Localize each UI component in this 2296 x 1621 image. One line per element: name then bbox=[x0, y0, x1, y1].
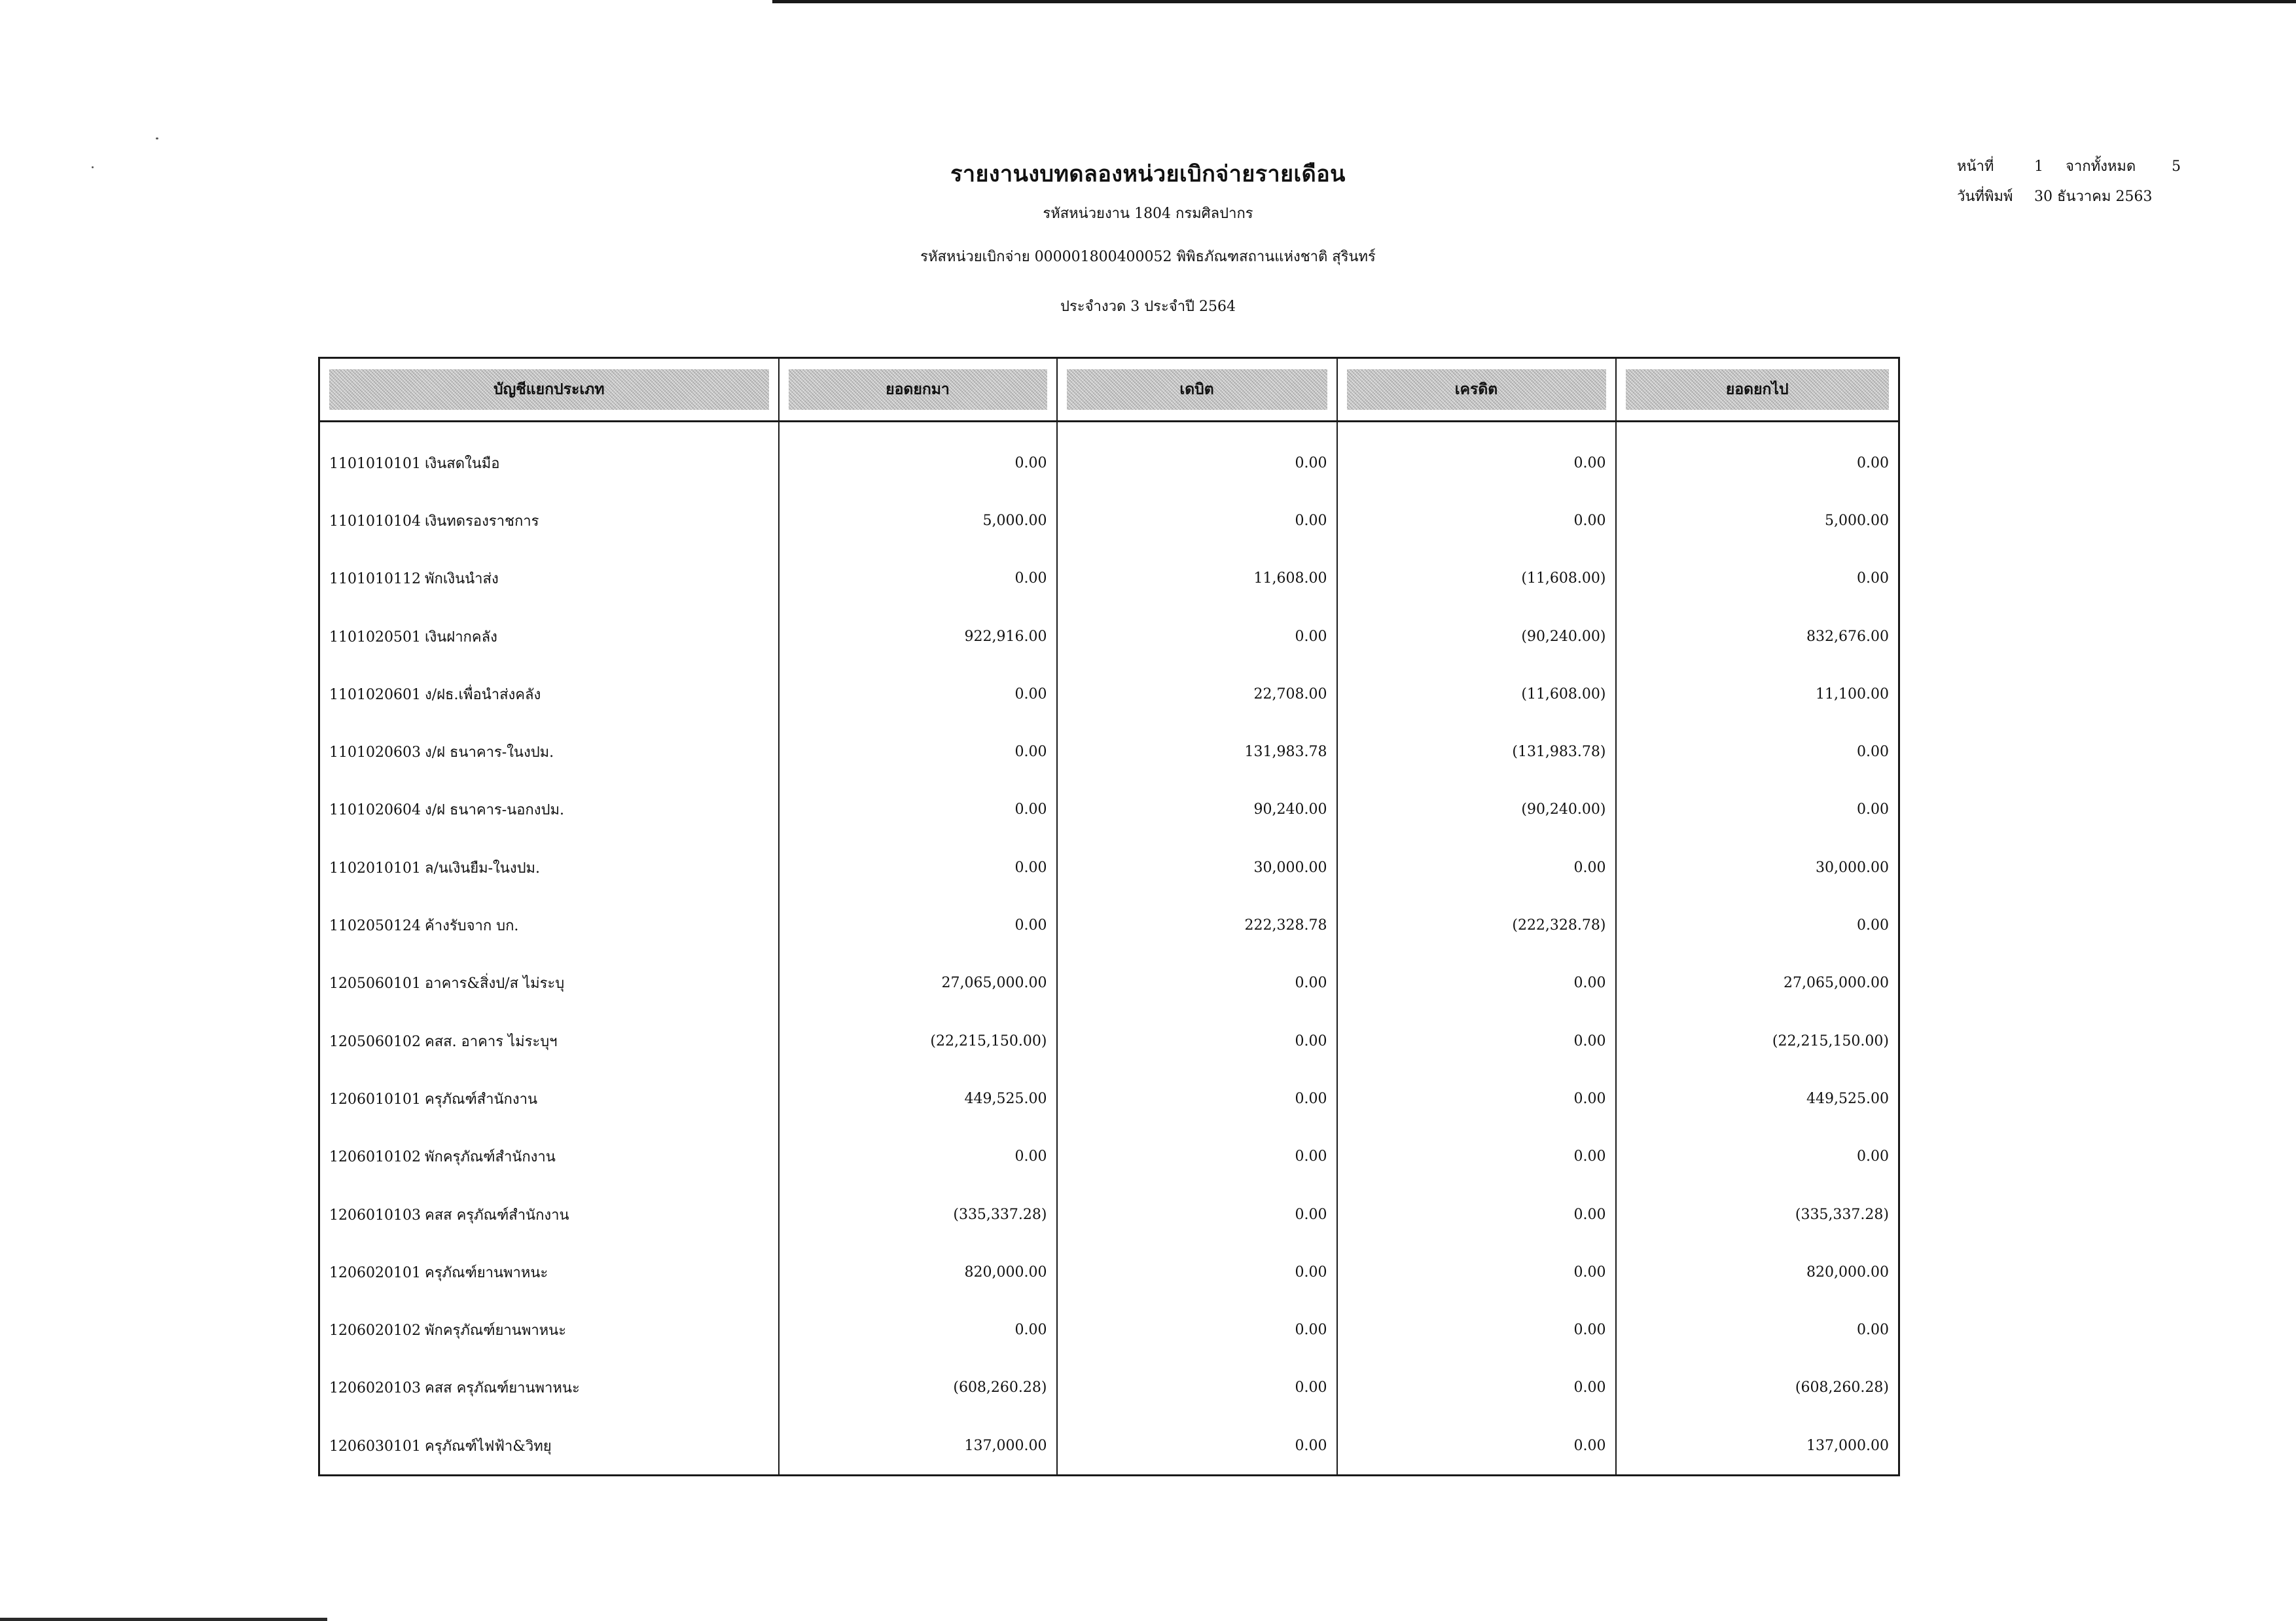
carried-forward-cell: 449,525.00 bbox=[1806, 1090, 1889, 1107]
header-account-label: บัญชีแยกประเภท bbox=[329, 369, 769, 410]
account-name: พักครุภัณฑ์สำนักงาน bbox=[425, 1149, 556, 1166]
account-cell bbox=[319, 1070, 779, 1127]
brought-forward-cell: 0.00 bbox=[779, 422, 1057, 492]
agency-code: รหัสหน่วยงาน 1804 กรมศิลปากร bbox=[1043, 206, 1253, 222]
account-code: 1101010112 bbox=[329, 571, 421, 588]
debit-cell: 0.00 bbox=[1057, 492, 1337, 549]
account-cell bbox=[319, 1128, 779, 1186]
credit-cell: 0.00 bbox=[1337, 1301, 1616, 1358]
header-credit-label: เครดิต bbox=[1347, 369, 1606, 410]
account-code: 1101010104 bbox=[329, 513, 421, 530]
disbursing-unit-code: รหัสหน่วยเบิกจ่าย 000001800400052 พิพิธภัณฑสถานแห่งชาติ สุรินทร์ bbox=[920, 249, 1376, 265]
credit-cell: (11,608.00) bbox=[1337, 665, 1616, 723]
table-row bbox=[319, 955, 1899, 1012]
account-cell bbox=[319, 422, 779, 492]
report-title: รายงานงบทดลองหน่วยเบิกจ่ายรายเดือน bbox=[950, 161, 1346, 187]
account-cell bbox=[319, 781, 779, 839]
credit-cell: (90,240.00) bbox=[1337, 781, 1616, 839]
table-row bbox=[319, 1186, 1899, 1243]
account-name: เงินสดในมือ bbox=[425, 455, 500, 472]
brought-forward-cell: (608,260.28) bbox=[779, 1359, 1057, 1417]
account-code: 1205060102 bbox=[329, 1033, 421, 1050]
account-name: ค้างรับจาก บก. bbox=[425, 918, 519, 935]
debit-cell: 22,708.00 bbox=[1057, 665, 1337, 723]
credit-cell: 0.00 bbox=[1337, 1243, 1616, 1301]
account-code: 1206020103 bbox=[329, 1380, 421, 1397]
page-number: 1 bbox=[2034, 158, 2043, 175]
account-code: 1102050124 bbox=[329, 918, 421, 935]
account-name: ล/นเงินยืม-ในงปม. bbox=[425, 860, 541, 877]
account-name: คสส ครุภัณฑ์ยานพาหนะ bbox=[425, 1380, 580, 1397]
header-credit bbox=[1337, 358, 1616, 422]
page-label: หน้าที่ bbox=[1957, 158, 1994, 175]
table-row bbox=[319, 723, 1899, 780]
brought-forward-cell: 0.00 bbox=[779, 1301, 1057, 1358]
debit-cell: 0.00 bbox=[1057, 1012, 1337, 1070]
account-name: พักครุภัณฑ์ยานพาหนะ bbox=[425, 1322, 567, 1339]
credit-cell: 0.00 bbox=[1337, 1070, 1616, 1127]
brought-forward-cell: 0.00 bbox=[779, 1128, 1057, 1186]
debit-cell: 30,000.00 bbox=[1057, 839, 1337, 896]
debit-cell: 0.00 bbox=[1057, 1070, 1337, 1127]
account-cell bbox=[319, 1359, 779, 1417]
carried-forward-cell: (22,215,150.00) bbox=[1772, 1032, 1889, 1049]
header-account bbox=[319, 358, 779, 422]
account-code: 1101020603 bbox=[329, 744, 421, 761]
account-cell bbox=[319, 896, 779, 954]
table-row bbox=[319, 665, 1899, 723]
table-row bbox=[319, 1128, 1899, 1186]
account-code: 1206020102 bbox=[329, 1322, 421, 1339]
table-row bbox=[319, 422, 1899, 492]
carried-forward-cell: 832,676.00 bbox=[1806, 628, 1889, 645]
carried-forward-cell: 0.00 bbox=[1857, 1322, 1889, 1339]
account-name: ง/ฝธ.เพื่อนำส่งคลัง bbox=[425, 686, 541, 703]
table-row bbox=[319, 550, 1899, 608]
account-code: 1101020501 bbox=[329, 628, 421, 646]
debit-cell: 131,983.78 bbox=[1057, 723, 1337, 780]
account-cell bbox=[319, 1012, 779, 1070]
account-cell bbox=[319, 492, 779, 549]
account-name: ง/ฝ ธนาคาร-นอกงปม. bbox=[425, 802, 564, 819]
table-row bbox=[319, 1012, 1899, 1070]
account-name: ครุภัณฑ์สำนักงาน bbox=[425, 1091, 537, 1108]
credit-cell: 0.00 bbox=[1337, 1359, 1616, 1417]
header-brought-forward-label: ยอดยกมา bbox=[789, 369, 1047, 410]
table-row bbox=[319, 608, 1899, 665]
debit-cell: 11,608.00 bbox=[1057, 550, 1337, 608]
account-name: ครุภัณฑ์ยานพาหนะ bbox=[425, 1264, 548, 1281]
header-debit-label: เดบิต bbox=[1067, 369, 1327, 410]
header-debit bbox=[1057, 358, 1337, 422]
brought-forward-cell: (22,215,150.00) bbox=[779, 1012, 1057, 1070]
debit-cell: 0.00 bbox=[1057, 955, 1337, 1012]
account-code: 1206020101 bbox=[329, 1264, 421, 1281]
print-date-label: วันที่พิมพ์ bbox=[1957, 189, 2013, 205]
table-row bbox=[319, 1417, 1899, 1476]
brought-forward-cell: 0.00 bbox=[779, 839, 1057, 896]
debit-cell: 0.00 bbox=[1057, 1417, 1337, 1476]
scan-speck bbox=[156, 137, 158, 139]
carried-forward-cell: 0.00 bbox=[1857, 1148, 1889, 1165]
trial-balance-table bbox=[318, 357, 1900, 1476]
table-body bbox=[319, 422, 1899, 1476]
carried-forward-cell: 30,000.00 bbox=[1816, 859, 1889, 876]
credit-cell: 0.00 bbox=[1337, 839, 1616, 896]
credit-cell: (131,983.78) bbox=[1337, 723, 1616, 780]
account-code: 1101020601 bbox=[329, 686, 421, 703]
table-row bbox=[319, 1359, 1899, 1417]
credit-cell: (222,328.78) bbox=[1337, 896, 1616, 954]
account-code: 1206010101 bbox=[329, 1091, 421, 1108]
brought-forward-cell: 0.00 bbox=[779, 781, 1057, 839]
debit-cell: 0.00 bbox=[1057, 1301, 1337, 1358]
account-cell bbox=[319, 550, 779, 608]
carried-forward-cell: 0.00 bbox=[1857, 570, 1889, 587]
account-cell bbox=[319, 1417, 779, 1476]
account-code: 1102010101 bbox=[329, 860, 421, 877]
brought-forward-cell: 0.00 bbox=[779, 550, 1057, 608]
account-cell bbox=[319, 723, 779, 780]
account-code: 1206010103 bbox=[329, 1207, 421, 1224]
credit-cell: 0.00 bbox=[1337, 955, 1616, 1012]
debit-cell: 0.00 bbox=[1057, 1128, 1337, 1186]
debit-cell: 90,240.00 bbox=[1057, 781, 1337, 839]
account-name: เงินทดรองราชการ bbox=[425, 513, 539, 530]
carried-forward-cell: 0.00 bbox=[1857, 744, 1889, 761]
table-row bbox=[319, 839, 1899, 896]
carried-forward-cell: (608,260.28) bbox=[1795, 1379, 1889, 1396]
print-date: 30 ธันวาคม 2563 bbox=[2034, 189, 2153, 205]
account-code: 1101020604 bbox=[329, 802, 421, 819]
debit-cell: 0.00 bbox=[1057, 608, 1337, 665]
carried-forward-cell: 11,100.00 bbox=[1816, 685, 1889, 702]
carried-forward-cell: 0.00 bbox=[1857, 801, 1889, 818]
credit-cell: 0.00 bbox=[1337, 492, 1616, 549]
carried-forward-cell: (335,337.28) bbox=[1795, 1206, 1889, 1223]
debit-cell: 0.00 bbox=[1057, 1186, 1337, 1243]
brought-forward-cell: 5,000.00 bbox=[779, 492, 1057, 549]
debit-cell: 0.00 bbox=[1057, 1359, 1337, 1417]
brought-forward-cell: 0.00 bbox=[779, 723, 1057, 780]
total-pages-label: จากทั้งหมด bbox=[2066, 158, 2136, 175]
print-date-info bbox=[1957, 185, 2152, 208]
brought-forward-cell: (335,337.28) bbox=[779, 1186, 1057, 1243]
carried-forward-cell: 137,000.00 bbox=[1806, 1437, 1889, 1454]
brought-forward-cell: 27,065,000.00 bbox=[779, 955, 1057, 1012]
table-row bbox=[319, 1301, 1899, 1358]
credit-cell: 0.00 bbox=[1337, 422, 1616, 492]
carried-forward-cell: 820,000.00 bbox=[1806, 1264, 1889, 1281]
carried-forward-cell: 27,065,000.00 bbox=[1784, 975, 1889, 992]
table-row bbox=[319, 781, 1899, 839]
brought-forward-cell: 449,525.00 bbox=[779, 1070, 1057, 1127]
account-cell bbox=[319, 955, 779, 1012]
brought-forward-cell: 922,916.00 bbox=[779, 608, 1057, 665]
account-name: คสส ครุภัณฑ์สำนักงาน bbox=[425, 1207, 569, 1224]
table-header-row bbox=[319, 358, 1899, 422]
debit-cell: 0.00 bbox=[1057, 422, 1337, 492]
table-row bbox=[319, 492, 1899, 549]
debit-cell: 222,328.78 bbox=[1057, 896, 1337, 954]
credit-cell: 0.00 bbox=[1337, 1186, 1616, 1243]
account-name: อาคาร&สิ่งป/ส ไม่ระบุ bbox=[425, 975, 565, 993]
account-name: ง/ฝ ธนาคาร-ในงปม. bbox=[425, 744, 554, 761]
account-code: 1101010101 bbox=[329, 455, 421, 472]
account-cell bbox=[319, 665, 779, 723]
account-name: คสส. อาคาร ไม่ระบุฯ bbox=[425, 1033, 558, 1050]
scan-edge-top bbox=[772, 0, 2296, 3]
carried-forward-cell: 5,000.00 bbox=[1825, 512, 1889, 529]
account-name: ครุภัณฑ์ไฟฟ้า&วิทยุ bbox=[425, 1438, 552, 1455]
account-cell bbox=[319, 1243, 779, 1301]
account-name: เงินฝากคลัง bbox=[425, 628, 497, 646]
credit-cell: (90,240.00) bbox=[1337, 608, 1616, 665]
page-info bbox=[1957, 155, 2181, 177]
carried-forward-cell: 0.00 bbox=[1857, 917, 1889, 934]
account-code: 1205060101 bbox=[329, 975, 421, 993]
brought-forward-cell: 0.00 bbox=[779, 665, 1057, 723]
carried-forward-cell: 0.00 bbox=[1857, 454, 1889, 471]
scan-edge-bottom bbox=[0, 1618, 327, 1621]
account-code: 1206010102 bbox=[329, 1149, 421, 1166]
header-brought-forward bbox=[779, 358, 1057, 422]
account-cell bbox=[319, 608, 779, 665]
account-code: 1206030101 bbox=[329, 1438, 421, 1455]
account-name: พักเงินนำส่ง bbox=[425, 571, 499, 588]
table-row bbox=[319, 1070, 1899, 1127]
brought-forward-cell: 820,000.00 bbox=[779, 1243, 1057, 1301]
debit-cell: 0.00 bbox=[1057, 1243, 1337, 1301]
brought-forward-cell: 137,000.00 bbox=[779, 1417, 1057, 1476]
header-carried-forward bbox=[1616, 358, 1899, 422]
account-cell bbox=[319, 839, 779, 896]
account-cell bbox=[319, 1301, 779, 1358]
header-carried-forward-label: ยอดยกไป bbox=[1626, 369, 1890, 410]
credit-cell: 0.00 bbox=[1337, 1128, 1616, 1186]
table-row bbox=[319, 1243, 1899, 1301]
credit-cell: (11,608.00) bbox=[1337, 550, 1616, 608]
account-cell bbox=[319, 1186, 779, 1243]
credit-cell: 0.00 bbox=[1337, 1012, 1616, 1070]
brought-forward-cell: 0.00 bbox=[779, 896, 1057, 954]
credit-cell: 0.00 bbox=[1337, 1417, 1616, 1476]
table-row bbox=[319, 896, 1899, 954]
total-pages: 5 bbox=[2172, 158, 2181, 175]
report-period: ประจำงวด 3 ประจำปี 2564 bbox=[1060, 299, 1236, 315]
